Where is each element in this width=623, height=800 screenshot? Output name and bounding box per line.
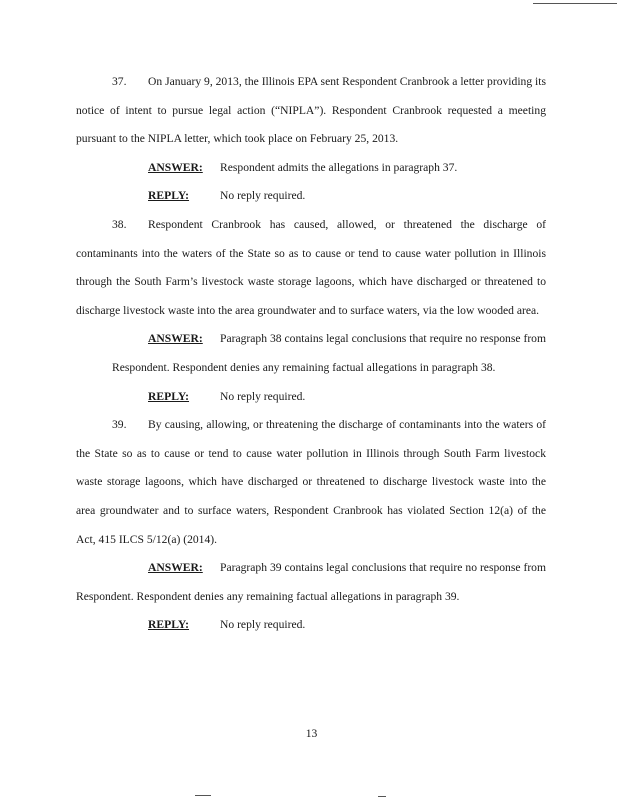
paragraph-37 — [76, 68, 546, 154]
reply-39 — [76, 611, 546, 640]
answer-text: Paragraph 39 contains legal conclusions that require no response from Respondent. Respondent denies any remaining factual allegations in paragraph 39. — [76, 561, 546, 603]
paragraph-text: By causing, allowing, or threatening the discharge of contaminants into the waters of the State so as to cause or tend to cause water pollution in Illinois through South Farm livestock waste storage lagoons, which have discharged or threatened to discharge livestock waste into the area groundwater and to surface waters, Respondent Cranbrook has violated Section 12(a) of the Act, 415 ILCS 5/12(a) (2014). — [76, 418, 546, 546]
paragraph-39 — [76, 411, 546, 554]
reply-37 — [76, 182, 546, 211]
paragraph-number: 38. — [112, 217, 127, 231]
reply-text: No reply required. — [220, 389, 306, 403]
answer-label: ANSWER: — [148, 160, 203, 174]
answer-39 — [76, 554, 546, 611]
reply-text: No reply required. — [220, 618, 306, 632]
reply-label: REPLY: — [148, 389, 190, 403]
reply-label: REPLY: — [148, 618, 190, 632]
reply-38 — [76, 383, 546, 412]
paragraph-text: Respondent Cranbrook has caused, allowed, or threatened the discharge of contaminants into the waters of the State so as to cause or tend to cause water pollution in Illinois through the South Farm’s livestock waste storage lagoons, which have discharged or threatened to discharge livestock waste into the area groundwater and to surface waters, via the low wooded area. — [76, 217, 546, 317]
paragraph-38 — [76, 211, 546, 325]
reply-text: No reply required. — [220, 189, 306, 203]
answer-37 — [76, 154, 546, 183]
document-body — [76, 68, 546, 640]
answer-text: Paragraph 38 contains legal conclusions that require no response from Respondent. Respondent denies any remaining factual allegations in paragraph 38. — [112, 332, 546, 374]
answer-label: ANSWER: — [148, 332, 203, 346]
paragraph-text: On January 9, 2013, the Illinois EPA sent Respondent Cranbrook a letter providing its notice of intent to pursue legal action (“NIPLA”). Respondent Cranbrook requested a meeting pursuant to the NIPLA letter, which took place on February 25, 2013. — [76, 75, 546, 146]
scan-mark-bottom-mid — [378, 796, 386, 797]
paragraph-number: 39. — [112, 418, 127, 432]
answer-38 — [76, 325, 546, 382]
reply-label: REPLY: — [148, 189, 190, 203]
scan-mark-bottom-left — [195, 795, 211, 796]
scan-mark-top — [533, 3, 617, 4]
paragraph-number: 37. — [112, 75, 127, 88]
answer-label: ANSWER: — [148, 561, 203, 575]
answer-text: Respondent admits the allegations in paragraph 37. — [220, 160, 458, 174]
page-number: 13 — [305, 727, 318, 740]
